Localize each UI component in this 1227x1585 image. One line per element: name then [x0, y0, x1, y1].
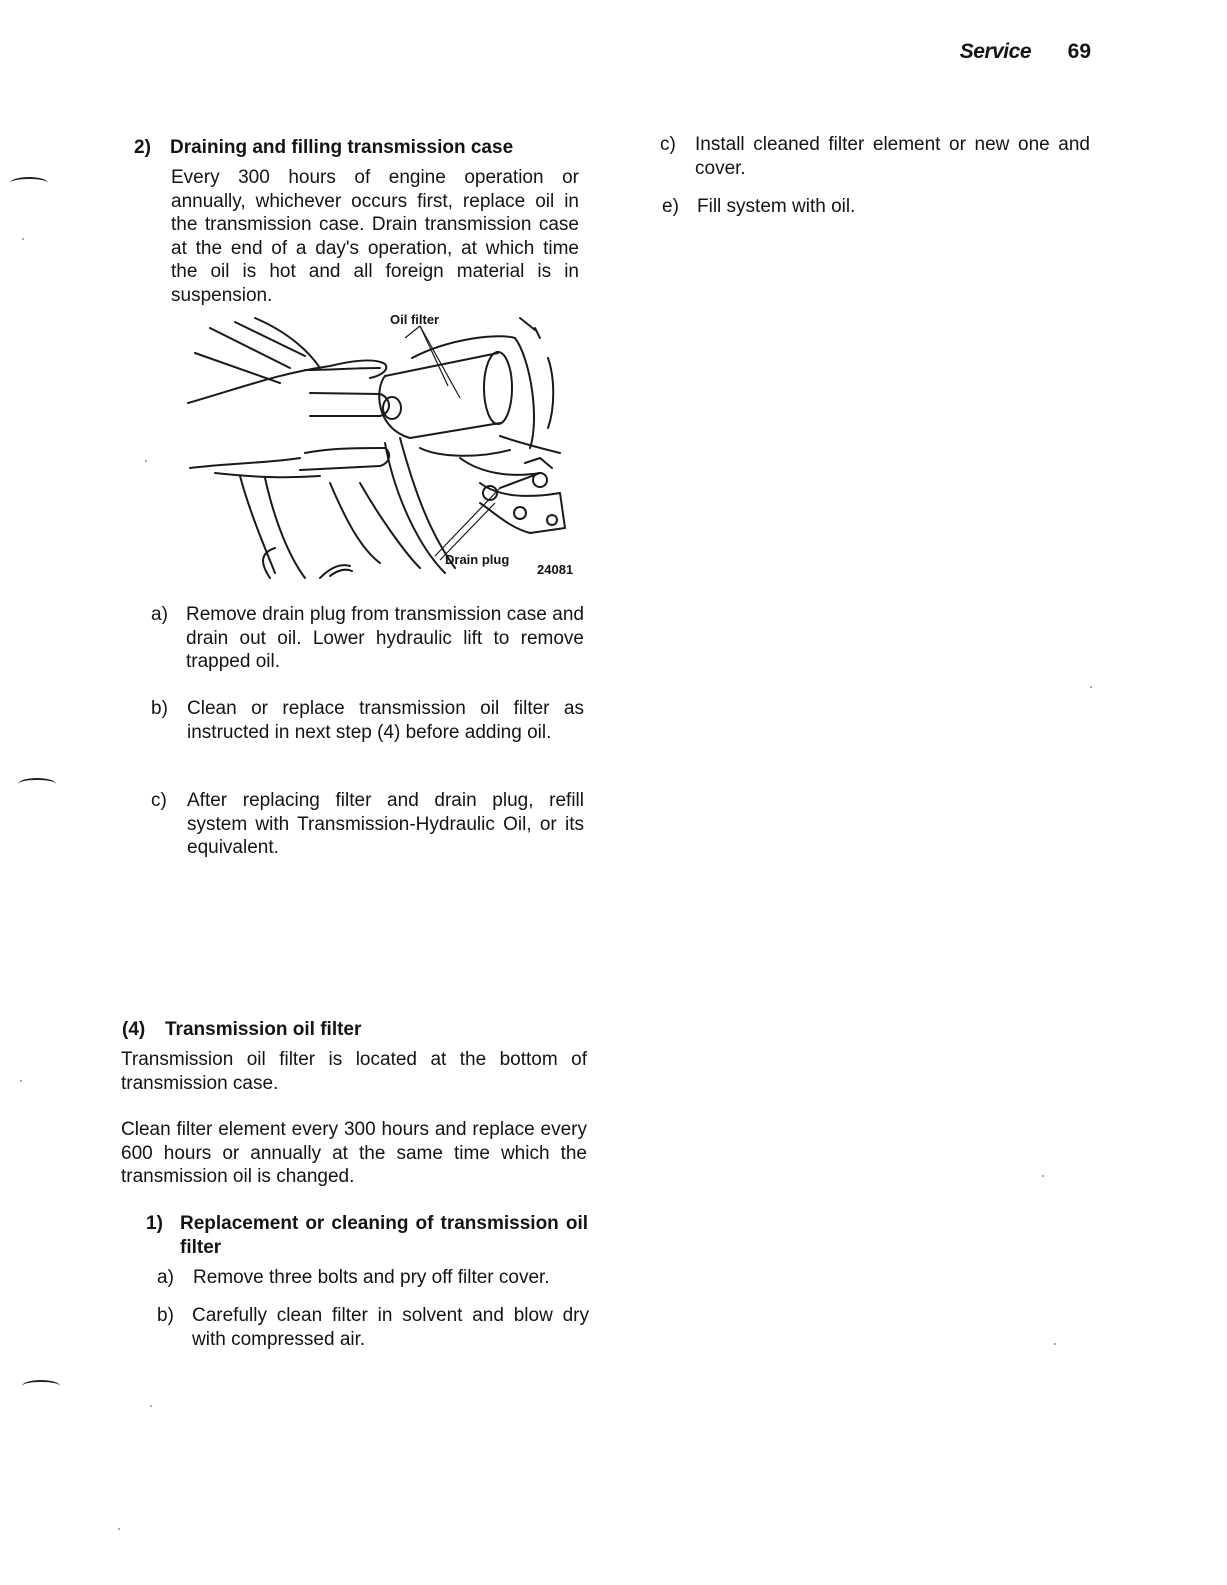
scan-speck	[1090, 686, 1092, 688]
scan-speck	[145, 460, 147, 462]
step-2-intro: Every 300 hours of engine operation or annually, whichever occurs first, replace oil in the transmission case. Drain transmission case at the end of a day's operation, at which time the oil is hot and all foreign material is in suspension.	[171, 167, 579, 306]
list-item-text: Fill system with oil.	[697, 196, 856, 217]
scan-speck	[20, 1080, 22, 1082]
oil-filter-drawing	[180, 298, 590, 588]
list-item	[662, 195, 1090, 221]
list-item-text: Remove drain plug from transmission case and drain out oil. Lower hydraulic lift to remove trapped oil.	[186, 604, 584, 672]
scan-speck	[1054, 1343, 1056, 1345]
drain-plug-label: Drain plug	[445, 552, 510, 567]
scan-speck	[22, 238, 24, 240]
page-number: 69	[1067, 40, 1091, 63]
binder-hole-mark	[18, 778, 56, 790]
list-item-label: c)	[660, 134, 676, 155]
oil-filter-illustration	[180, 298, 590, 588]
binder-hole-mark	[22, 1380, 60, 1392]
figure-number: 24081	[537, 562, 574, 577]
step-2-number: 2)	[134, 137, 151, 158]
list-item	[151, 603, 586, 675]
list-item-label: c)	[151, 790, 167, 811]
scan-speck	[150, 1405, 152, 1407]
list-item-text: Clean or replace transmission oil filter as instructed in next step (4) before adding oil.	[187, 698, 584, 743]
list-item-text: After replacing filter and drain plug, refill system with Transmission-Hydraulic Oil, or its equivalent.	[187, 790, 584, 858]
list-item-label: b)	[157, 1305, 174, 1326]
step-2-heading: Draining and filling transmission case	[170, 137, 514, 158]
list-item	[151, 697, 586, 769]
list-item	[157, 1266, 589, 1292]
list-item-label: a)	[151, 604, 168, 625]
substep-1-heading: Replacement or cleaning of transmission oil filter	[180, 1213, 588, 1258]
list-item	[151, 789, 586, 861]
running-header-section: Service	[959, 40, 1031, 63]
substep-1-number: 1)	[146, 1213, 163, 1234]
binder-hole-mark	[10, 177, 48, 189]
list-item	[157, 1304, 589, 1354]
list-item	[660, 133, 1090, 183]
list-item-label: a)	[157, 1267, 174, 1288]
list-item-label: e)	[662, 196, 679, 217]
list-item-text: Install cleaned filter element or new one and cover.	[695, 134, 1090, 179]
list-item-label: b)	[151, 698, 168, 719]
section-4-paragraph-1: Transmission oil filter is located at the bottom of transmission case.	[121, 1049, 587, 1094]
scan-speck	[118, 1528, 120, 1530]
section-4-paragraph-2: Clean filter element every 300 hours and replace every 600 hours or annually at the same time which the transmission oil is changed.	[121, 1119, 587, 1187]
section-4-heading: Transmission oil filter	[165, 1019, 362, 1040]
section-4-number: (4)	[122, 1019, 146, 1040]
oil-filter-label: Oil filter	[390, 312, 440, 327]
list-item-text: Carefully clean filter in solvent and blow dry with compressed air.	[192, 1305, 589, 1350]
scan-speck	[1042, 1175, 1044, 1177]
list-item-text: Remove three bolts and pry off filter cover.	[193, 1267, 550, 1288]
